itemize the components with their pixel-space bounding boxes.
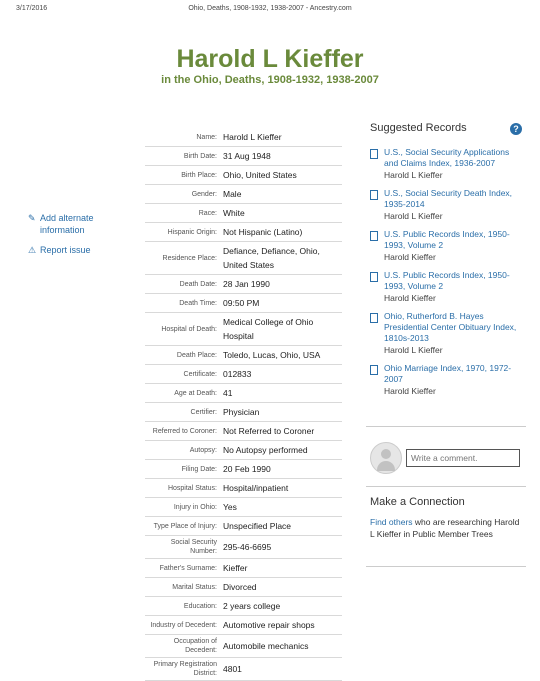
field-value: 28 Jan 1990 <box>223 275 342 294</box>
record-row <box>145 460 342 479</box>
help-icon[interactable]: ? <box>510 123 522 135</box>
suggested-record-link[interactable]: U.S. Public Records Index, 1950-1993, Volume 2 <box>384 270 510 291</box>
report-issue-link[interactable] <box>28 244 133 256</box>
record-row <box>145 346 342 365</box>
suggested-record-link[interactable]: Ohio Marriage Index, 1970, 1972-2007 <box>384 363 512 384</box>
field-value: 2 years college <box>223 597 342 616</box>
field-label: Occupation of Decedent: <box>145 635 223 658</box>
field-value: Ohio, United States <box>223 166 342 185</box>
record-row <box>145 597 342 616</box>
field-value: 295-46-6695 <box>223 536 342 559</box>
record-row <box>145 384 342 403</box>
document-icon <box>370 313 378 323</box>
field-label: Father's Surname: <box>145 559 223 578</box>
field-value: White <box>223 204 342 223</box>
make-connection-panel <box>370 496 522 540</box>
field-value: Yes <box>223 498 342 517</box>
field-label: Certificate: <box>145 365 223 384</box>
field-label: Autopsy: <box>145 441 223 460</box>
suggested-record-item <box>370 270 522 304</box>
field-value: 4801 <box>223 658 342 681</box>
print-title: Ohio, Deaths, 1908-1932, 1938-2007 - Ancestry.com <box>188 5 352 12</box>
suggested-record-link[interactable]: U.S. Public Records Index, 1950-1993, Volume 2 <box>384 229 510 250</box>
field-label: Hispanic Origin: <box>145 223 223 242</box>
field-value: Divorced <box>223 578 342 597</box>
record-row <box>145 313 342 346</box>
add-alternate-link[interactable] <box>28 212 133 236</box>
suggested-records-list <box>370 147 522 397</box>
suggested-record-name: Harold L Kieffer <box>384 345 443 355</box>
field-value: Male <box>223 185 342 204</box>
comment-input[interactable] <box>406 449 520 467</box>
suggested-record-link[interactable]: Ohio, Rutherford B. Hayes Presidential Center Obituary Index, 1810s-2013 <box>384 311 517 343</box>
avatar <box>370 442 402 474</box>
record-row <box>145 242 342 275</box>
record-row <box>145 578 342 597</box>
suggested-record-item <box>370 229 522 263</box>
record-row <box>145 294 342 313</box>
field-value: Toledo, Lucas, Ohio, USA <box>223 346 342 365</box>
field-label: Age at Death: <box>145 384 223 403</box>
field-label: Referred to Coroner: <box>145 422 223 441</box>
field-label: Death Time: <box>145 294 223 313</box>
suggested-record-name: Harold Kieffer <box>384 293 436 303</box>
field-label: Certifier: <box>145 403 223 422</box>
suggested-records-heading: Suggested Records <box>370 122 467 134</box>
field-label: Filing Date: <box>145 460 223 479</box>
field-label: Injury in Ohio: <box>145 498 223 517</box>
suggested-record-item <box>370 147 522 181</box>
record-row <box>145 517 342 536</box>
field-value: Unspecified Place <box>223 517 342 536</box>
suggested-records-panel <box>370 122 522 404</box>
field-value: Medical College of Ohio Hospital <box>223 313 342 346</box>
record-details-table <box>145 128 342 681</box>
field-value: 09:50 PM <box>223 294 342 313</box>
field-value: Kieffer <box>223 559 342 578</box>
document-icon <box>370 231 378 241</box>
document-icon <box>370 149 378 159</box>
field-label: Birth Place: <box>145 166 223 185</box>
suggested-record-name: Harold L Kieffer <box>384 211 443 221</box>
field-value: No Autopsy performed <box>223 441 342 460</box>
suggested-record-item <box>370 311 522 356</box>
record-row <box>145 616 342 635</box>
person-name: Harold L Kieffer <box>176 45 364 73</box>
record-row <box>145 479 342 498</box>
suggested-record-name: Harold Kieffer <box>384 386 436 396</box>
field-value: Harold L Kieffer <box>223 128 342 147</box>
avatar-body-icon <box>377 461 395 471</box>
field-label: Death Place: <box>145 346 223 365</box>
field-value: Physician <box>223 403 342 422</box>
field-value: Defiance, Defiance, Ohio, United States <box>223 242 342 275</box>
record-row <box>145 422 342 441</box>
suggested-record-link[interactable]: U.S., Social Security Death Index, 1935-2014 <box>384 188 513 209</box>
record-row <box>145 441 342 460</box>
field-label: Gender: <box>145 185 223 204</box>
record-row <box>145 635 342 658</box>
pencil-icon: ✎ <box>28 213 36 223</box>
field-label: Marital Status: <box>145 578 223 597</box>
suggested-record-name: Harold L Kieffer <box>384 170 443 180</box>
field-label: Race: <box>145 204 223 223</box>
field-label: Birth Date: <box>145 147 223 166</box>
record-row <box>145 166 342 185</box>
field-value: 41 <box>223 384 342 403</box>
field-label: Hospital Status: <box>145 479 223 498</box>
suggested-record-name: Harold Kieffer <box>384 252 436 262</box>
record-row <box>145 403 342 422</box>
suggested-record-item <box>370 363 522 397</box>
field-value: Not Hispanic (Latino) <box>223 223 342 242</box>
record-row <box>145 128 342 147</box>
add-alternate-label: Add alternate information <box>40 213 94 235</box>
divider <box>366 426 526 427</box>
document-icon <box>370 272 378 282</box>
field-label: Type Place of Injury: <box>145 517 223 536</box>
field-label: Social Security Number: <box>145 536 223 559</box>
record-row <box>145 658 342 681</box>
report-issue-label: Report issue <box>40 245 91 255</box>
field-value: Hospital/inpatient <box>223 479 342 498</box>
record-row <box>145 275 342 294</box>
record-row <box>145 185 342 204</box>
warning-icon: ⚠ <box>28 245 37 255</box>
find-others-link[interactable]: Find others <box>370 517 413 527</box>
suggested-record-link[interactable]: U.S., Social Security Applications and Claims Index, 1936-2007 <box>384 147 510 168</box>
avatar-head-icon <box>381 449 391 459</box>
collection-subtitle: in the Ohio, Deaths, 1908-1932, 1938-2007 <box>161 74 379 86</box>
record-row <box>145 204 342 223</box>
field-label: Primary Registration District: <box>145 658 223 681</box>
field-label: Residence Place: <box>145 242 223 275</box>
field-value: Not Referred to Coroner <box>223 422 342 441</box>
record-row <box>145 536 342 559</box>
record-row <box>145 559 342 578</box>
comment-box <box>370 442 522 476</box>
field-value: 012833 <box>223 365 342 384</box>
make-connection-heading: Make a Connection <box>370 496 465 508</box>
field-value: 20 Feb 1990 <box>223 460 342 479</box>
suggested-record-item <box>370 188 522 222</box>
record-row <box>145 147 342 166</box>
field-label: Name: <box>145 128 223 147</box>
field-value: 31 Aug 1948 <box>223 147 342 166</box>
document-icon <box>370 190 378 200</box>
field-value: Automotive repair shops <box>223 616 342 635</box>
field-label: Industry of Decedent: <box>145 616 223 635</box>
field-label: Hospital of Death: <box>145 313 223 346</box>
document-icon <box>370 365 378 375</box>
make-connection-text <box>370 516 522 540</box>
record-row <box>145 498 342 517</box>
record-row <box>145 365 342 384</box>
divider <box>366 486 526 487</box>
record-actions <box>28 212 133 264</box>
divider <box>366 566 526 567</box>
field-label: Death Date: <box>145 275 223 294</box>
make-connection-rest: who are researching Harold L Kieffer in Public Member Trees <box>370 517 520 539</box>
field-label: Education: <box>145 597 223 616</box>
record-row <box>145 223 342 242</box>
field-value: Automobile mechanics <box>223 635 342 658</box>
print-date: 3/17/2016 <box>16 5 48 12</box>
